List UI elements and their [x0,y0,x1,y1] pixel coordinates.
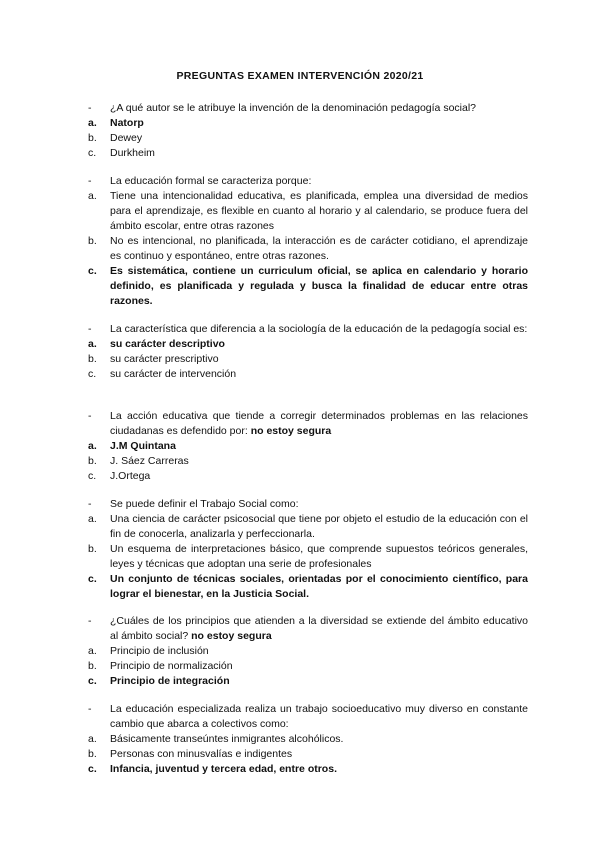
question-block [88,702,528,777]
question-block [88,614,528,689]
option-text: Infancia, juventud y tercera edad, entre otros. [110,763,337,775]
option-row [88,116,528,131]
option-row [88,146,528,161]
option-letter: c. [88,675,97,687]
option-row [88,367,528,382]
option-text: Personas con minusvalías e indigentes [110,748,293,760]
option-text: Es sistemática, contiene un curriculum oficial, se aplica en calendario y horario definido, es planificada y regulada y busca la finalidad de educar entre otras razones. [110,265,528,307]
question-text: ¿Cuáles de los principios que atienden a la diversidad se extiende del ámbito educativo al ámbito social? [110,615,528,642]
option-letter: a. [88,190,97,202]
option-text: Tiene una intencionalidad educativa, es planificada, emplea una diversidad de medios para el aprendizaje, es flexible en cuanto al horario y al calendario, se produce fuera del ámbito escolar, entre otras razones [110,190,528,232]
option-letter: b. [88,660,97,672]
question-bullet: - [88,615,92,627]
option-letter: a. [88,440,97,452]
option-row [88,747,528,762]
option-text: su carácter prescriptivo [110,353,219,365]
option-row [88,512,528,542]
document-title: PREGUNTAS EXAMEN INTERVENCIÓN 2020/21 [176,70,424,82]
question-block [88,322,528,382]
question-text: La característica que diferencia a la sociología de la educación de la pedagogía social es: [110,323,528,335]
option-row [88,469,528,484]
question-block [88,497,528,602]
option-row [88,674,528,689]
question-block [88,174,528,309]
option-letter: c. [88,265,97,277]
option-letter: a. [88,733,97,745]
option-row [88,644,528,659]
question-row [88,101,528,116]
question-block [88,409,528,484]
question-bullet: - [88,410,92,422]
question-bullet: - [88,102,92,114]
option-text: Básicamente transeúntes inmigrantes alcohólicos. [110,733,344,745]
option-letter: c. [88,573,97,585]
option-letter: b. [88,543,97,555]
option-row [88,439,528,454]
option-letter: b. [88,748,97,760]
question-text: ¿A qué autor se le atribuye la invención de la denominación pedagogía social? [110,102,476,114]
question-block [88,101,528,161]
question-bullet: - [88,498,92,510]
option-row [88,542,528,572]
option-text: Un conjunto de técnicas sociales, orientadas por el conocimiento científico, para lograr el bienestar, en la Justicia Social. [110,573,528,600]
option-row [88,131,528,146]
option-row [88,189,528,234]
option-text: J.Ortega [110,470,151,482]
option-row [88,264,528,309]
option-row [88,659,528,674]
option-text: Principio de normalización [110,660,233,672]
question-bullet: - [88,323,92,335]
option-row [88,352,528,367]
option-text: su carácter descriptivo [110,338,225,350]
option-letter: a. [88,117,97,129]
question-note: no estoy segura [250,425,332,437]
question-text: Se puede definir el Trabajo Social como: [110,498,299,510]
option-letter: a. [88,645,97,657]
option-letter: c. [88,763,97,775]
question-row [88,497,528,512]
option-text: Durkheim [110,147,155,159]
option-row [88,454,528,469]
question-row [88,702,528,732]
question-text: La acción educativa que tiende a corregir determinados problemas en las relaciones ciudadanas es defendido por: [110,410,528,437]
option-text: J.M Quintana [110,440,176,452]
option-row [88,234,528,264]
option-letter: c. [88,368,97,380]
option-text: No es intencional, no planificada, la interacción es de carácter cotidiano, el aprendizaje es continuo y espontáneo, entre otras razones. [110,235,528,262]
question-text: La educación formal se caracteriza porque: [110,175,312,187]
option-letter: c. [88,147,97,159]
option-text: Una ciencia de carácter psicosocial que tiene por objeto el estudio de la educación con el fin de conocerla, analizarla y perfeccionarla. [110,513,528,540]
option-text: Principio de inclusión [110,645,209,657]
option-row [88,337,528,352]
question-row [88,174,528,189]
question-bullet: - [88,703,92,715]
option-row [88,732,528,747]
option-letter: a. [88,338,97,350]
option-letter: b. [88,353,97,365]
option-row [88,572,528,602]
option-text: Un esquema de interpretaciones básico, que comprende supuestos teóricos generales, leyes y técnicas que adoptan una serie de profesionales [110,543,528,570]
question-bullet: - [88,175,92,187]
option-letter: a. [88,513,97,525]
question-row [88,614,528,644]
option-text: su carácter de intervención [110,368,237,380]
option-letter: c. [88,470,97,482]
option-letter: b. [88,132,97,144]
option-row [88,762,528,777]
option-text: Principio de integración [110,675,230,687]
option-letter: b. [88,455,97,467]
question-text: La educación especializada realiza un trabajo socioeducativo muy diverso en constante cambio que abarca a colectivos como: [110,703,528,730]
question-row [88,409,528,439]
question-note: no estoy segura [191,630,272,642]
option-text: Natorp [110,117,144,129]
option-letter: b. [88,235,97,247]
option-text: J. Sáez Carreras [110,455,189,467]
option-text: Dewey [110,132,143,144]
question-row [88,322,528,337]
